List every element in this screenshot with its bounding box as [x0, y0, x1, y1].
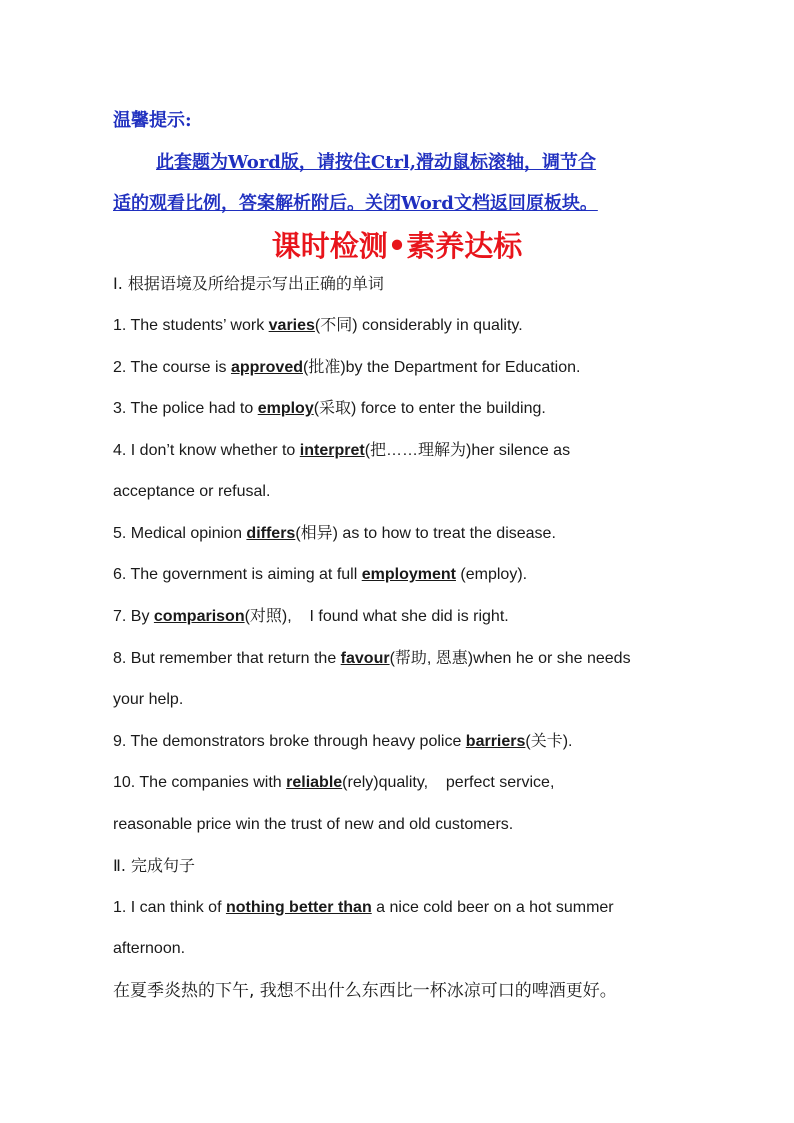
answer: differs	[246, 525, 296, 542]
answer: reliable	[286, 774, 343, 791]
page-title: 课时检测•素养达标	[271, 229, 523, 263]
sentence-item-1-continued: afternoon.	[113, 940, 186, 957]
exercise-item-6: 6. The government is aiming at full employment (employ).	[113, 566, 528, 583]
exercise-item-8: 8. But remember that return the favour(帮助, 恩惠)when he or she needs	[113, 650, 631, 667]
answer: favour	[340, 650, 390, 667]
exercise-item-10-continued: reasonable price win the trust of new and old customers.	[113, 816, 514, 833]
exercise-item-9: 9. The demonstrators broke through heavy police barriers(关卡).	[113, 733, 573, 750]
tip-title: 温馨提示:	[113, 110, 192, 131]
answer: comparison	[153, 608, 245, 625]
exercise-item-3: 3. The police had to employ(采取) force to enter the building.	[113, 400, 546, 417]
exercise-item-1: 1. The students’ work varies(不同) considerably in quality.	[113, 317, 523, 334]
tip-line-2: 适的观看比例，答案解析附后。关闭Word文档返回原板块。	[113, 193, 598, 214]
answer: nothing better than	[225, 899, 372, 916]
exercise-item-2: 2. The course is approved(批准)by the Department for Education.	[113, 359, 581, 376]
tip-line-1: 此套题为Word版，请按住Ctrl,滑动鼠标滚轴，调节合	[156, 152, 597, 173]
answer: approved	[230, 359, 303, 376]
answer: employ	[257, 400, 314, 417]
exercise-item-10: 10. The companies with reliable(rely)quality, perfect service,	[113, 774, 555, 791]
exercise-item-4: 4. I don’t know whether to interpret(把……理解为)her silence as	[113, 442, 571, 459]
answer: varies	[268, 317, 315, 334]
exercise-item-8-continued: your help.	[113, 691, 184, 708]
sentence-item-1-translation: 在夏季炎热的下午, 我想不出什么东西比一杯冰凉可口的啤酒更好。	[113, 981, 617, 1001]
section-2-heading: Ⅱ. 完成句子	[113, 856, 196, 875]
exercise-item-7: 7. By comparison(对照), I found what she did is right.	[113, 608, 509, 625]
sentence-item-1: 1. I can think of nothing better than a nice cold beer on a hot summer	[113, 899, 614, 916]
exercise-item-5: 5. Medical opinion differs(相异) as to how to treat the disease.	[113, 525, 556, 542]
answer: barriers	[465, 733, 526, 750]
exercise-item-4-continued: acceptance or refusal.	[113, 483, 271, 500]
answer: employment	[361, 566, 456, 583]
answer: interpret	[299, 442, 365, 459]
section-1-heading: Ⅰ. 根据语境及所给提示写出正确的单词	[113, 274, 384, 293]
